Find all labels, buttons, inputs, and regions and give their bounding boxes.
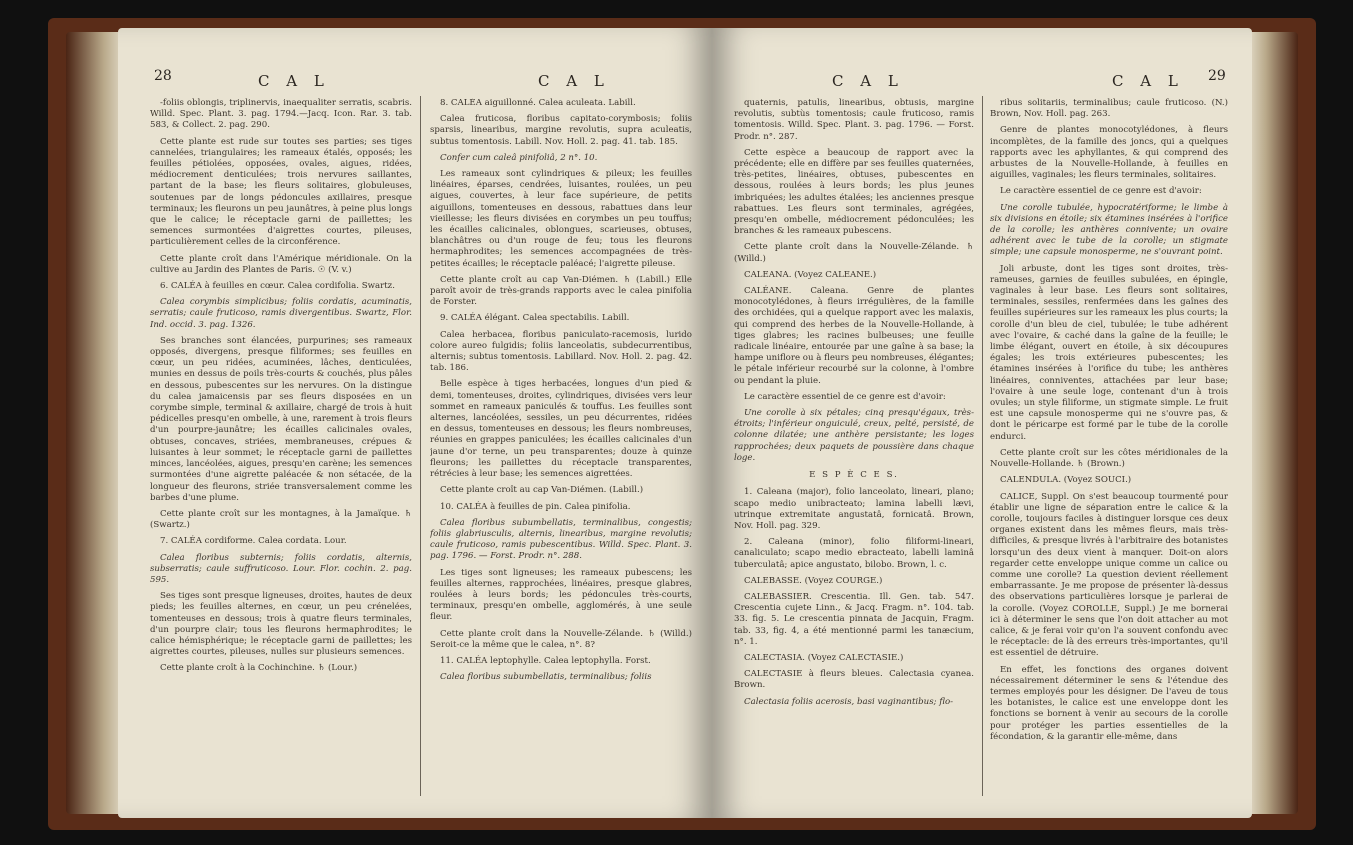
left-page-number: 28 [154, 68, 172, 84]
right-page [712, 28, 1252, 818]
paragraph: Les tiges sont ligneuses; les rameaux pubescens; les feuilles alternes, rapprochées, linéaires, presque glabres, roulées à leurs bords; les pédoncules très-courts, terminaux, presqu'en ombelle, agglomérés, à une seule fleur. [430, 567, 692, 623]
paragraph: E S P È C E S. [809, 470, 899, 481]
paragraph: Cette plante croît dans la Nouvelle-Zélande. ♄ (Willd.) [734, 242, 974, 264]
paragraph: Calea herbacea, floribus paniculato-racemosis, lurido colore aureo fulgidis; foliis lanceolatis, subdecurrentibus, alternis; subtus tomentosis. Labillard. Nov. Holl. 2. pag. 42. tab. 186. [430, 329, 692, 374]
paragraph: CALEBASSE. (Voyez COURGE.) [744, 575, 883, 586]
paragraph: Cette plante croît sur les côtes méridionales de la Nouvelle-Hollande. ♄ (Brown.) [990, 447, 1228, 470]
paragraph: -foliis oblongis, triplinervis, inaequaliter serratis, scabris. Willd. Spec. Plant. 3. pag. 1794.—Jacq. Icon. Rar. 3. tab. 583, & Collect. 2. pag. 290. [150, 98, 412, 131]
paragraph: CALECTASIE à fleurs bleues. Calectasia cyanea. Brown. [734, 669, 974, 691]
paragraph: Calea floribus subumbellatis, terminalibus, congestis; foliis glabriusculis, alternis, linearibus, margine revolutis; caule fruticoso, ramis pubescentibus. Willd. Spec. Plant. 3. pag. 1796. — Forst. Prodr. n°. 288. [430, 517, 692, 562]
paragraph: 7. CALÉA cordiforme. Calea cordata. Lour. [160, 536, 347, 547]
paragraph: 10. CALÉA à feuilles de pin. Calea pinifolia. [440, 501, 631, 512]
paragraph: Cette plante croît au cap Van-Diémen. ♄ (Labill.) Elle paroît avoir de très-grands rapports avec le calea pinifolia de Forster. [430, 274, 692, 308]
left-column-1 [150, 98, 412, 798]
paragraph: Calea floribus subumbellatis, terminalibus; foliis [440, 672, 652, 683]
page-edges-right [1252, 32, 1298, 814]
paragraph: Calea corymbis simplicibus; foliis cordatis, acuminatis, serratis; caule fruticoso, ramis divergentibus. Swartz, Flor. Ind. occid. 3. pag. 1326. [150, 297, 412, 330]
paragraph: Les rameaux sont cylindriques & pileux; les feuilles linéaires, éparses, cendrées, luisantes, roulées, un peu aigues, couvertes, à leur face supérieure, de petits aiguillons, tomenteuses en dessous, rabattues dans leur vieillesse; les fleurs divisées en corymbes un peu touffus; les écailles calicinales, oblongues, scarieuses, obtuses, blanchâtres ou d'un rouge de feu; tous les fleurons hermaphrodites; les semences accompagnées de très-petites écailles; le réceptacle paléacé; l'aigrette pileuse. [430, 169, 692, 269]
paragraph: 2. Caleana (minor), folio filiformi-lineari, canaliculato; scapo medio ebracteato, labelli laminâ tuberculatâ; apice angustato, bilobo. Brown, l. c. [734, 537, 974, 570]
paragraph: Cette plante croît à la Cochinchine. ♄ (Lour.) [160, 663, 358, 674]
paragraph: Une corolle à six pétales; cinq presqu'égaux, très-étroits; l'inférieur onguiculé, creux, pelté, persisté, de colonne dilatée; une anthère persistante; les loges rapprochées; deux paquets de poussière dans chaque loge. [734, 408, 974, 463]
paragraph: Belle espèce à tiges herbacées, longues d'un pied & demi, tomenteuses, droites, cylindriques, divisées vers leur sommet en rameaux paniculés & touffus. Les feuilles sont alternes, lancéolées, sessiles, un peu décurrentes, ridées en dessus, tomenteuses en dessous; les fleurs nombreuses, réunies en grappes paniculées; les écailles calicinales d'un jaune d'or terne, un peu transparentes; douze à quinze fleurons; les paillettes du réceptacle transparentes, rétrécies à leur base; les semences aigrettées. [430, 379, 692, 480]
paragraph: ribus solitariis, terminalibus; caule fruticoso. (N.) Brown, Nov. Holl. pag. 263. [990, 98, 1228, 120]
paragraph: CALEBASSIER. Crescentia. Ill. Gen. tab. 547. Crescentia cujete Linn., & Jacq. Fragm. n°. 104. tab. 33. fig. 5. Le crescentia pinnata de Jacquin, Fragm. tab. 33, fig. 4, a été mentionné parmi les tanæcium, n°. 1. [734, 591, 974, 647]
paragraph: CALECTASIA. (Voyez CALECTASIE.) [744, 652, 904, 663]
paragraph: 6. CALÉA à feuilles en cœur. Calea cordifolia. Swartz. [160, 281, 395, 292]
paragraph: CALEANA. (Voyez CALEANE.) [744, 269, 877, 280]
paragraph: Calea floribus subternis; foliis cordatis, alternis, subserratis; caule suffruticoso. Lour. Flor. cochin. 2. pag. 595. [150, 552, 412, 585]
paragraph: Cette plante croît sur les montagnes, à la Jamaïque. ♄ (Swartz.) [150, 508, 412, 531]
paragraph: 1. Caleana (major), folio lanceolato, lineari, plano; scapo medio unibracteato; lamina labelli lævi, utrinque extremitate angustatâ, fornicatâ. Brown, Nov. Holl. pag. 329. [734, 487, 974, 531]
paragraph: Cette plante croît dans l'Amérique méridionale. On la cultive au Jardin des Plantes de Paris. ☉ (V. v.) [150, 253, 412, 275]
paragraph: Le caractère essentiel de ce genre est d'avoir: [1000, 186, 1202, 197]
paragraph: Ses tiges sont presque ligneuses, droites, hautes de deux pieds; les feuilles alternes, en cœur, un peu crénelées, tomenteuses en dessous; trois à quatre fleurs terminales, d'un pourpre clair; tous les fleurons hermaphrodites; le calice hémisphérique; le réceptacle garni de paillettes; les aigrettes courtes, pileuses, nulles sur plusieurs semences. [150, 591, 412, 658]
paragraph: Cette plante croît dans la Nouvelle-Zélande. ♄ (Willd.) Seroit-ce la même que le calea, n°. 8? [430, 628, 692, 650]
left-page [118, 28, 712, 818]
paragraph: Calea fruticosa, floribus capitato-corymbosis; foliis sparsis, linearibus, margine revolutis, supra aculeatis, subtus tomentosis. Labill. Nov. Holl. 2. pag. 41. tab. 185. [430, 114, 692, 147]
paragraph: En effet, les fonctions des organes doivent nécessairement déterminer le sens & l'étendue des termes employés pour les désigner. De l'aveu de tous les botanistes, le calice est une enveloppe dont les fonctions se bornent à venir au secours de la corolle pour protéger les parties essentielles de la fécondation, & la garantir elle-même, dans [990, 664, 1228, 742]
left-running-head-2: C A L [538, 72, 610, 90]
paragraph: Une corolle tubulée, hypocratériforme; le limbe à six divisions en étoile; six étamines insérées à l'orifice de la corolle; les anthères connivente; un ovaire adhérent avec le tube de la corolle; un stigmate simple; une capsule monosperme, ne s'ouvrant point. [990, 202, 1228, 258]
right-running-head-1: C A L [832, 72, 904, 90]
paragraph: Ses branches sont élancées, purpurines; ses rameaux opposés, divergens, presque filiformes; ses feuilles en cœur, un peu ridées, acuminées, lâches, denticulées, munies en dessus de poils très-courts & couchés, plus pâles en dessous, pubescentes sur les nervures. On la distingue du calea jamaicensis par ses fleurs disposées en un corymbe simple, terminal & axillaire, chargé de trois à huit pédicelles presqu'en ombelle, à une, rarement à trois fleurs d'un pourpre-jaunâtre; les écailles calicinales ovales, obtuses, concaves, striées, membraneuses, crépues & luisantes à leur sommet; le réceptacle garni de paillettes minces, lancéolées, aigues, presqu'en carène; les semences surmontées d'une aigrette paléacée & non sétacée, de la longueur des fleurons, striée transversalement comme les barbes d'une plume. [150, 335, 412, 503]
paragraph: CALENDULA. (Voyez SOUCI.) [1000, 475, 1132, 486]
paragraph: 8. CALÉA aiguillonné. Calea aculeata. Labill. [440, 98, 636, 108]
paragraph: Genre de plantes monocotylédones, à fleurs incomplètes, de la famille des joncs, qui a quelques rapports avec les aphyllantes, & qui comprend des arbustes de la Nouvelle-Hollande, à feuilles en aiguilles, vaginales; les fleurs terminales, solitaires. [990, 125, 1228, 181]
paragraph: Confer cum caleâ pinifoliâ, 2 n°. 10. [440, 152, 598, 163]
right-column-2 [990, 98, 1228, 798]
paragraph: Cette espèce a beaucoup de rapport avec la précédente; elle en diffère par ses feuilles quaternées, très-petites, linéaires, obtuses, pubescentes en dessous, roulées à leurs bords; les plus jeunes imbriquées; les adultes étalées; les anciennes presque rabattues. Les fleurs sont terminales, agrégées, presqu'en ombelle, médiocrement pédonculées; les branches & les rameaux pubescens. [734, 147, 974, 237]
book-spread [48, 18, 1316, 830]
paragraph: Cette plante est rude sur toutes ses parties; ses tiges cannelées, triangulaires; les rameaux étalés, opposés; les feuilles pétiolées, opposées, ovales, aigues, ridées, médiocrement denticulées; trois nervures saillantes, partant de la base; les fleurs solitaires, globuleuses, soutenues par de longs pédoncules axillaires, presque terminaux; les fleurons un peu jaunâtres, à peine plus longs que le calice; le réceptacle garni de paillettes; les semences surmontées d'aigrettes courtes, pileuses, particulièrement celles de la circonférence. [150, 136, 412, 248]
page-edges-left [66, 32, 120, 814]
left-running-head-1: C A L [258, 72, 330, 90]
paragraph: CALÉANE. Caleana. Genre de plantes monocotylédones, à fleurs irrégulières, de la famille des orchidées, qui a quelque rapport avec les malaxis, qui comprend des herbes de la Nouvelle-Hollande, à tiges glabres; les racines bulbeuses; une feuille radicale linéaire, entourée par une gaîne à sa base; la hampe uniflore ou à fleurs peu nombreuses, élégantes; le pétale inférieur recourbé sur la colonne, à l'ombre ou pendant la pluie. [734, 286, 974, 386]
left-column-2 [430, 98, 692, 798]
column-rule [420, 96, 421, 796]
paragraph: Le caractère essentiel de ce genre est d'avoir: [744, 391, 946, 402]
paragraph: Cette plante croît au cap Van-Diémen. (Labill.) [440, 485, 644, 496]
right-page-number: 29 [1208, 68, 1226, 84]
right-column-1 [734, 98, 974, 798]
paragraph: Joli arbuste, dont les tiges sont droites, très-rameuses, garnies de feuilles subulées, en épingle, vaginales à leur base. Les fleurs sont solitaires, terminales, sessiles, renfermées dans les gaînes des feuilles supérieures sur les rameaux les plus courts; la corolle d'un bleu de ciel, tubulée; le tube adhérent avec l'ovaire, & caché dans la gaîne de la feuille; le limbe élégant, ouvert en étoile, à six découpures égales; les trois extérieures pubescentes; les étamines insérées à l'orifice du tube; les anthères linéaires, conniventes, attachées par leur base; l'ovaire à une seule loge, contenant d'un à trois ovules; un style filiforme, un stigmate simple. Le fruit est une capsule monosperme qui ne s'ouvre pas, & dont le péricarpe est formé par le tube de la corolle endurci. [990, 263, 1228, 442]
paragraph: 11. CALÉA leptophylle. Calea leptophylla. Forst. [440, 655, 651, 666]
column-rule [982, 96, 983, 796]
paragraph: quaternis, patulis, linearibus, obtusis, margine revolutis, subtùs tomentosis; caule fruticoso, ramis tomentosis. Willd. Spec. Plant. 3. pag. 1796. — Forst. Prodr. n°. 287. [734, 98, 974, 142]
paragraph: CALICE, Suppl. On s'est beaucoup tourmenté pour établir une ligne de séparation entre le calice & la corolle, toujours faciles à distinguer lorsque ces deux organes existent dans les mêmes fleurs, mais très-difficiles, & presque livrés à l'arbitraire des botanistes lorsqu'un des deux vient à manquer. Doit-on alors regarder cette enveloppe unique comme un calice ou comme une corolle? La question devient réellement embarrassante. Je me propose de présenter là-dessus des observations particulières lorsque je parlerai de la corolle. (Voyez COROLLE, Suppl.) Je me bornerai ici à déterminer le sens que l'on doit attacher au mot calice, & je ferai voir qu'on l'a souvent confondu avec le réceptacle: de là des erreurs très-importantes, qu'il est essentiel de détruire. [990, 491, 1228, 659]
paragraph: 9. CALÉA élégant. Calea spectabilis. Labill. [440, 313, 630, 324]
paragraph: Calectasia foliis acerosis, basi vaginantibus; flo- [744, 696, 954, 707]
right-running-head-2: C A L [1112, 72, 1184, 90]
